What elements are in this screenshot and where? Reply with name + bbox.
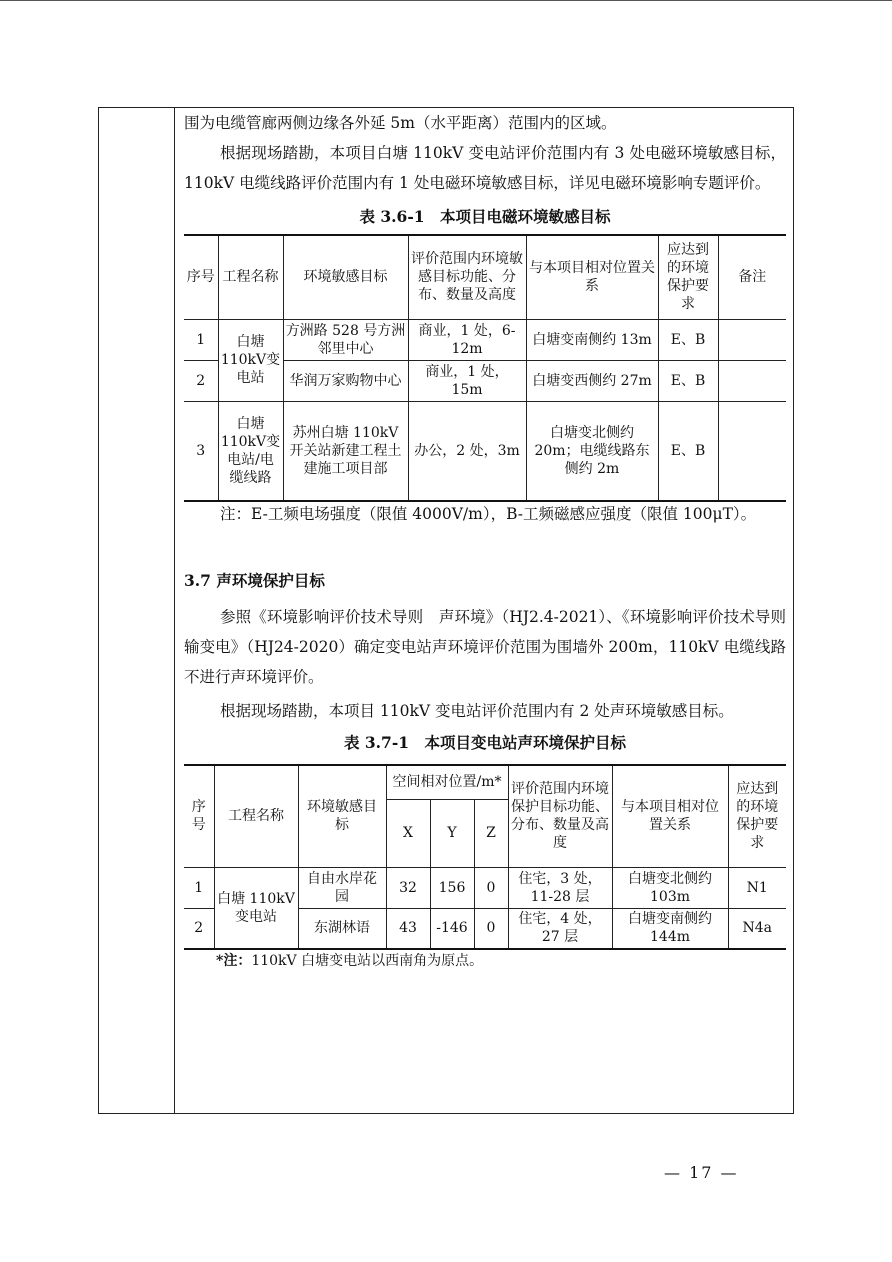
cell-target: 自由水岸花园	[298, 867, 386, 908]
cell-target: 东湖林语	[298, 908, 386, 949]
paragraph-noise-scope: 参照《环境影响评价技术导则 声环境》（HJ2.4-2021）、《环境影响评价技术导则 输变电》（HJ24-2020）确定变电站声环境评价范围为围墙外 200m，110kV 电缆线路不进行声环境评价。	[184, 608, 802, 686]
cell-project: 白塘 110kV 变电站	[214, 867, 298, 949]
table2-note	[184, 950, 786, 972]
table-header-row	[184, 235, 786, 319]
header-z: Z	[474, 799, 508, 867]
header-function: 评价范围内环境保护目标功能、分布、数量及高度	[508, 765, 612, 867]
cell-z: 0	[474, 867, 508, 908]
cell-function: 商业，1 处，15m	[408, 360, 526, 401]
cell-x: 32	[386, 867, 430, 908]
cell-project: 白塘110kV变电站	[218, 319, 283, 401]
header-project: 工程名称	[218, 235, 283, 319]
cell-project: 白塘110kV变电站/电缆线路	[218, 401, 283, 501]
cell-relation: 白塘变南侧约 13m	[526, 319, 658, 360]
table-header-row	[184, 765, 786, 799]
cell-y: 156	[430, 867, 474, 908]
cell-function: 住宅，3 处，11-28 层	[508, 867, 612, 908]
cell-no: 1	[184, 319, 218, 360]
cell-requirement: N1	[728, 867, 786, 908]
cell-function: 商业，1 处，6-12m	[408, 319, 526, 360]
paragraph-scope-end: 围为电缆管廊两侧边缘各外延 5m（水平距离）范围内的区域。	[184, 114, 617, 132]
paragraph-em-targets: 根据现场踏勘，本项目白塘 110kV 变电站评价范围内有 3 处电磁环境敏感目标，110kV 电缆线路评价范围内有 1 处电磁环境敏感目标，详见电磁环境影响专题评价。	[184, 144, 786, 192]
table1-note: 注：E-工频电场强度（限值 4000V/m），B-工频磁感应强度（限值 100μT）。	[220, 505, 757, 523]
page-top-rule	[0, 0, 892, 1]
header-target: 环境敏感目标	[298, 765, 386, 867]
cell-z: 0	[474, 908, 508, 949]
cell-requirement: N4a	[728, 908, 786, 949]
section-title: 3.7 声环境保护目标	[184, 571, 325, 590]
cell-x: 43	[386, 908, 430, 949]
table-row	[184, 401, 786, 501]
cell-target: 方洲路 528 号方洲邻里中心	[283, 319, 408, 360]
cell-target: 华润万家购物中心	[283, 360, 408, 401]
header-relation: 与本项目相对位置关系	[612, 765, 728, 867]
paragraph-noise-targets: 根据现场踏勘，本项目 110kV 变电站评价范围内有 2 处声环境敏感目标。	[220, 702, 734, 720]
header-relation: 与本项目相对位置关系	[526, 235, 658, 319]
cell-requirement: E、B	[658, 401, 718, 501]
cell-no: 2	[184, 908, 214, 949]
table1-caption: 表 3.6-1 本项目电磁环境敏感目标	[359, 207, 611, 226]
noise-protection-targets-table	[184, 764, 786, 950]
cell-no: 3	[184, 401, 218, 501]
cell-relation: 白塘变南侧约 144m	[612, 908, 728, 949]
cell-relation: 白塘变北侧约 103m	[612, 867, 728, 908]
cell-no: 1	[184, 867, 214, 908]
header-function: 评价范围内环境敏感目标功能、分布、数量及高度	[408, 235, 526, 319]
header-requirement: 应达到的环境保护要求	[658, 235, 718, 319]
header-x: X	[386, 799, 430, 867]
cell-no: 2	[184, 360, 218, 401]
header-y: Y	[430, 799, 474, 867]
em-sensitive-targets-table	[184, 234, 786, 502]
header-no: 序号	[184, 235, 218, 319]
table-row	[184, 867, 786, 908]
frame-column-divider	[174, 107, 175, 1114]
header-target: 环境敏感目标	[283, 235, 408, 319]
cell-y: -146	[430, 908, 474, 949]
header-requirement: 应达到的环境保护要求	[728, 765, 786, 867]
cell-function: 住宅，4 处，27 层	[508, 908, 612, 949]
cell-relation: 白塘变北侧约 20m；电缆线路东侧约 2m	[526, 401, 658, 501]
page-number: — 17 —	[664, 1163, 739, 1182]
cell-requirement: E、B	[658, 319, 718, 360]
table2-note-text: 110kV 白塘变电站以西南角为原点。	[251, 953, 484, 969]
header-remark: 备注	[718, 235, 786, 319]
table-row	[184, 319, 786, 360]
cell-function: 办公，2 处，3m	[408, 401, 526, 501]
header-project: 工程名称	[214, 765, 298, 867]
cell-remark	[718, 401, 786, 501]
header-no: 序号	[184, 765, 214, 867]
cell-remark	[718, 319, 786, 360]
table2-caption: 表 3.7-1 本项目变电站声环境保护目标	[343, 733, 627, 752]
header-position: 空间相对位置/m*	[386, 765, 508, 799]
page-content	[184, 108, 802, 972]
table2-note-prefix: *注：	[216, 953, 252, 969]
cell-target: 苏州白塘 110kV 开关站新建工程土建施工项目部	[283, 401, 408, 501]
cell-remark	[718, 360, 786, 401]
cell-relation: 白塘变西侧约 27m	[526, 360, 658, 401]
cell-requirement: E、B	[658, 360, 718, 401]
